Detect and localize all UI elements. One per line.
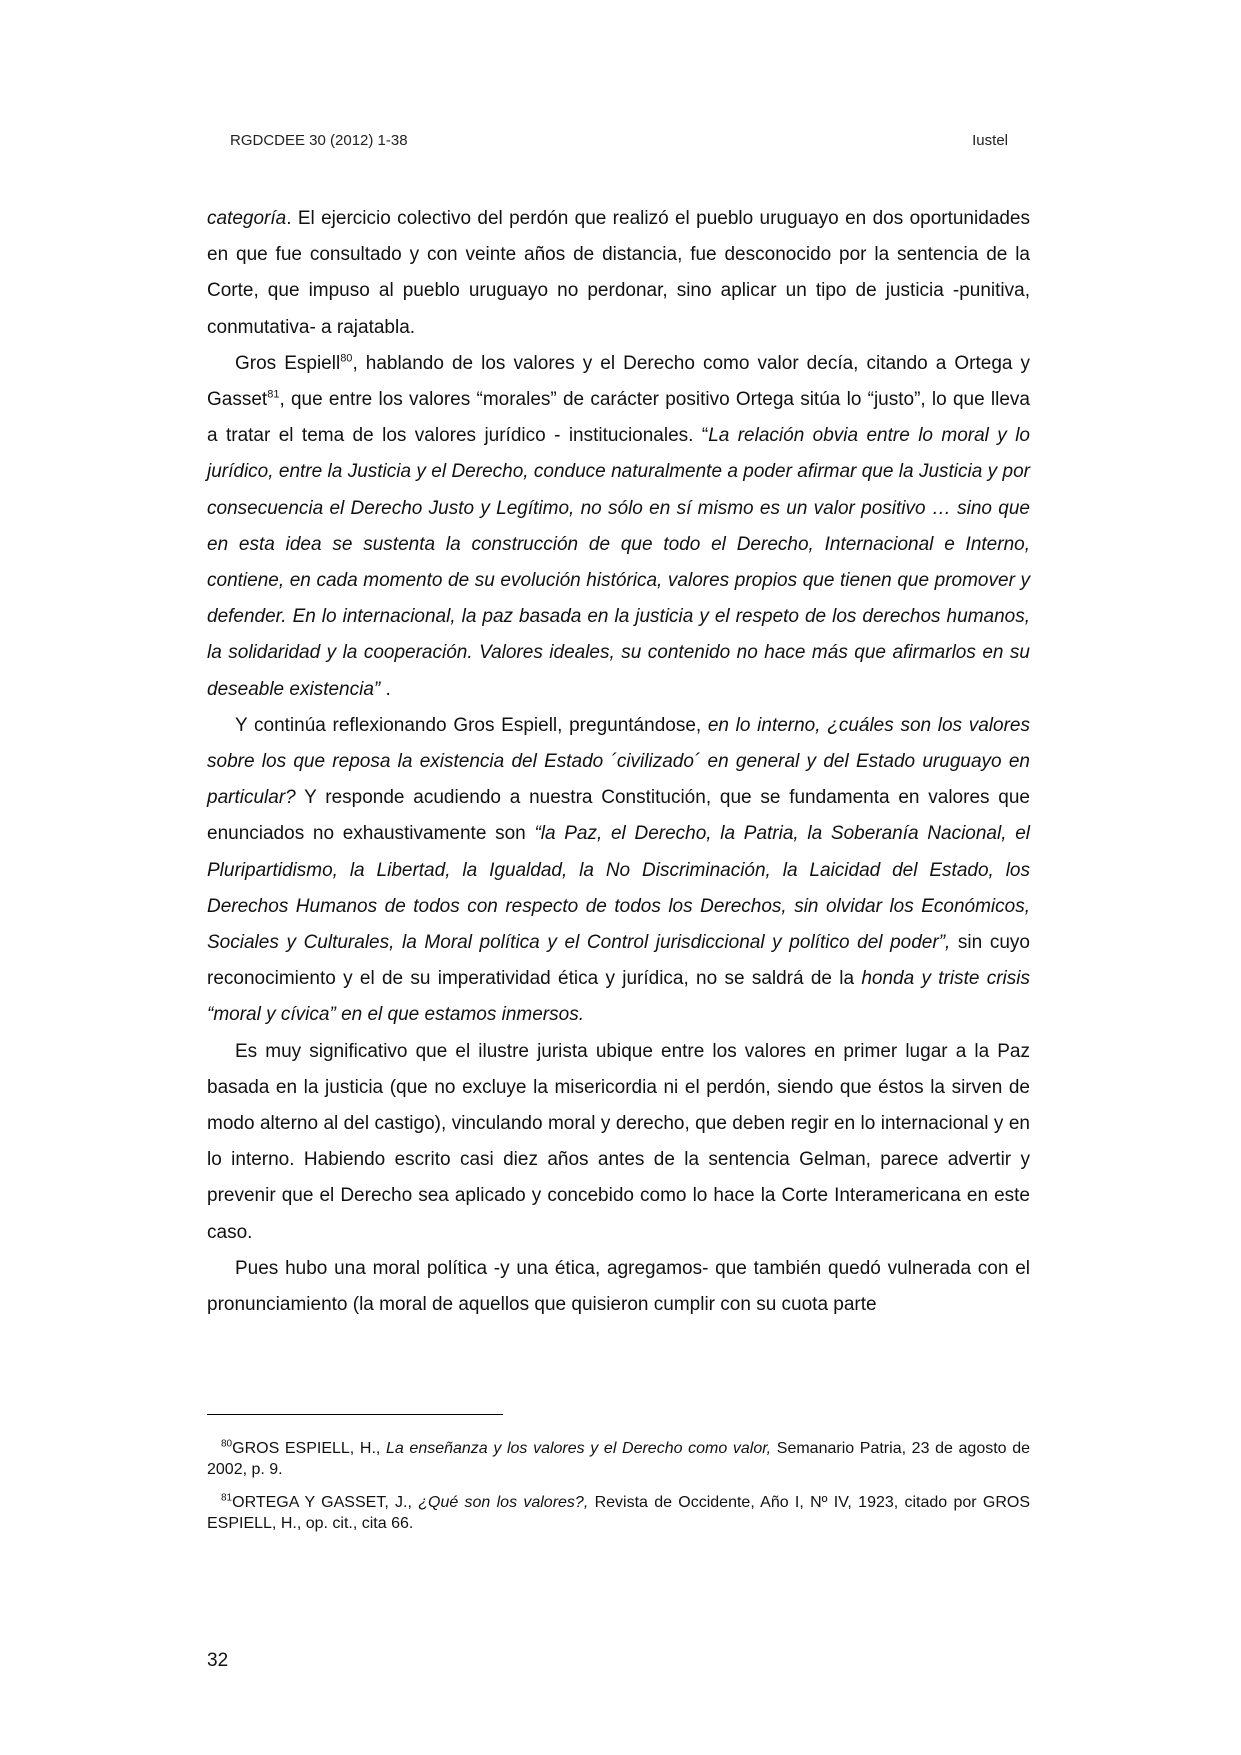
body-text: [207, 201, 1030, 1323]
footnote-marker: 80: [340, 352, 353, 365]
text-run: Es muy significativo que el ilustre jurista ubique entre los valores en primer lugar a la Paz basada en la justicia (que no excluye la misericordia ni el perdón, siendo que éstos la sirven de modo alterno al del castigo), vinculando moral y derecho, que deben regir en lo internacional y en lo interno. Habiendo escrito casi diez años antes de la sentencia Gelman, parece advertir y prevenir que el Derecho sea aplicado y concebido como lo hace la Corte Interamericana en este caso.: [207, 1040, 1030, 1243]
text-run: sin cuyo reconocimiento y el de su imperatividad ética y jurídica, no se saldrá de la: [207, 932, 1030, 990]
text-run: Y responde acudiendo a nuestra Constitución, que se fundamenta en valores que enunciados no exhaustivamente son: [207, 787, 1030, 845]
text-run: Y continúa reflexionando Gros Espiell, preguntándose,: [235, 714, 708, 736]
paragraph: [207, 201, 1030, 346]
footnote: [207, 1492, 1030, 1534]
paragraph: [207, 1251, 1030, 1323]
italic-text: La relación obvia entre lo moral y lo jurídico, entre la Justicia y el Derecho, conduce naturalmente a poder afirmar que la Justicia y por consecuencia el Derecho Justo y Legítimo, no sólo en sí mismo es un valor positivo … sino que en esta idea se sustenta la construcción de que todo el Derecho, Internacional e Interno, contiene, en cada momento de su evolución histórica, valores propios que tienen que promover y defender. En lo internacional, la paz basada en la justicia y el respeto de los derechos humanos, la solidaridad y la cooperación. Valores ideales, su contenido no hace más que afirmarlos en su deseable existencia”: [207, 425, 1030, 700]
text-run: . El ejercicio colectivo del perdón que realizó el pueblo uruguayo en dos oportunidades en que fue consultado y con veinte años de distancia, fue desconocido por la sentencia de la Corte, que impuso al pueblo uruguayo no perdonar, sino aplicar un tipo de justicia -punitiva, conmutativa- a rajatabla.: [207, 208, 1030, 338]
publisher-name: Iustel: [972, 132, 1008, 149]
italic-text: honda y triste crisis “moral y cívica” en el que estamos inmersos.: [207, 968, 1030, 1026]
footnotes: [207, 1438, 1030, 1546]
text-run: Pues hubo una moral política -y una ética, agregamos- que también quedó vulnerada con el pronunciamiento (la moral de aquellos que quisieron cumplir con su cuota parte: [207, 1257, 1030, 1316]
text-run: , hablando de los valores y el Derecho como valor decía, citando a Ortega y Gasset: [207, 352, 1031, 411]
footnote-marker: 81: [267, 388, 280, 401]
text-run: GROS ESPIELL, H.,: [232, 1440, 386, 1457]
footnote-marker: 81: [221, 1492, 233, 1504]
text-run: .: [380, 678, 391, 700]
text-run: Gros Espiell: [235, 352, 341, 374]
running-header: [230, 132, 1008, 149]
footnote-marker: 80: [221, 1438, 233, 1450]
footnote-separator: [207, 1414, 503, 1415]
italic-text: en lo interno, ¿cuáles son los valores sobre los que reposa la existencia del Estado ´civilizado´ en general y del Estado uruguayo en particular?: [207, 714, 1030, 809]
text-run: Revista de Occidente, Año I, Nº IV, 1923, citado por GROS ESPIELL, H., op. cit., cita 66.: [207, 1494, 1031, 1532]
text-run: , que entre los valores “morales” de carácter positivo Ortega sitúa lo “justo”, lo que lleva a tratar el tema de los valores jurídico - institucionales. “: [207, 389, 1030, 447]
paragraph: [207, 708, 1030, 1034]
italic-text: “la Paz, el Derecho, la Patria, la Soberanía Nacional, el Pluripartidismo, la Libertad, la Igualdad, la No Discriminación, la Laicidad del Estado, los Derechos Humanos de todos con respecto de todos los Derechos, sin olvidar los Económicos, Sociales y Culturales, la Moral política y el Control jurisdiccional y político del poder”,: [207, 823, 1030, 954]
journal-citation: RGDCDEE 30 (2012) 1-38: [230, 132, 408, 149]
italic-text: La enseñanza y los valores y el Derecho como valor,: [385, 1440, 772, 1457]
footnote: [207, 1438, 1030, 1480]
page-number: 32: [207, 1650, 229, 1671]
text-run: ORTEGA Y GASSET, J.,: [232, 1494, 419, 1511]
italic-text: categoría: [207, 208, 287, 229]
italic-text: ¿Qué son los valores?,: [418, 1494, 589, 1511]
paragraph: [207, 1034, 1030, 1251]
paragraph: [207, 346, 1030, 708]
text-run: Semanario Patria, 23 de agosto de 2002, p. 9.: [207, 1440, 1031, 1478]
